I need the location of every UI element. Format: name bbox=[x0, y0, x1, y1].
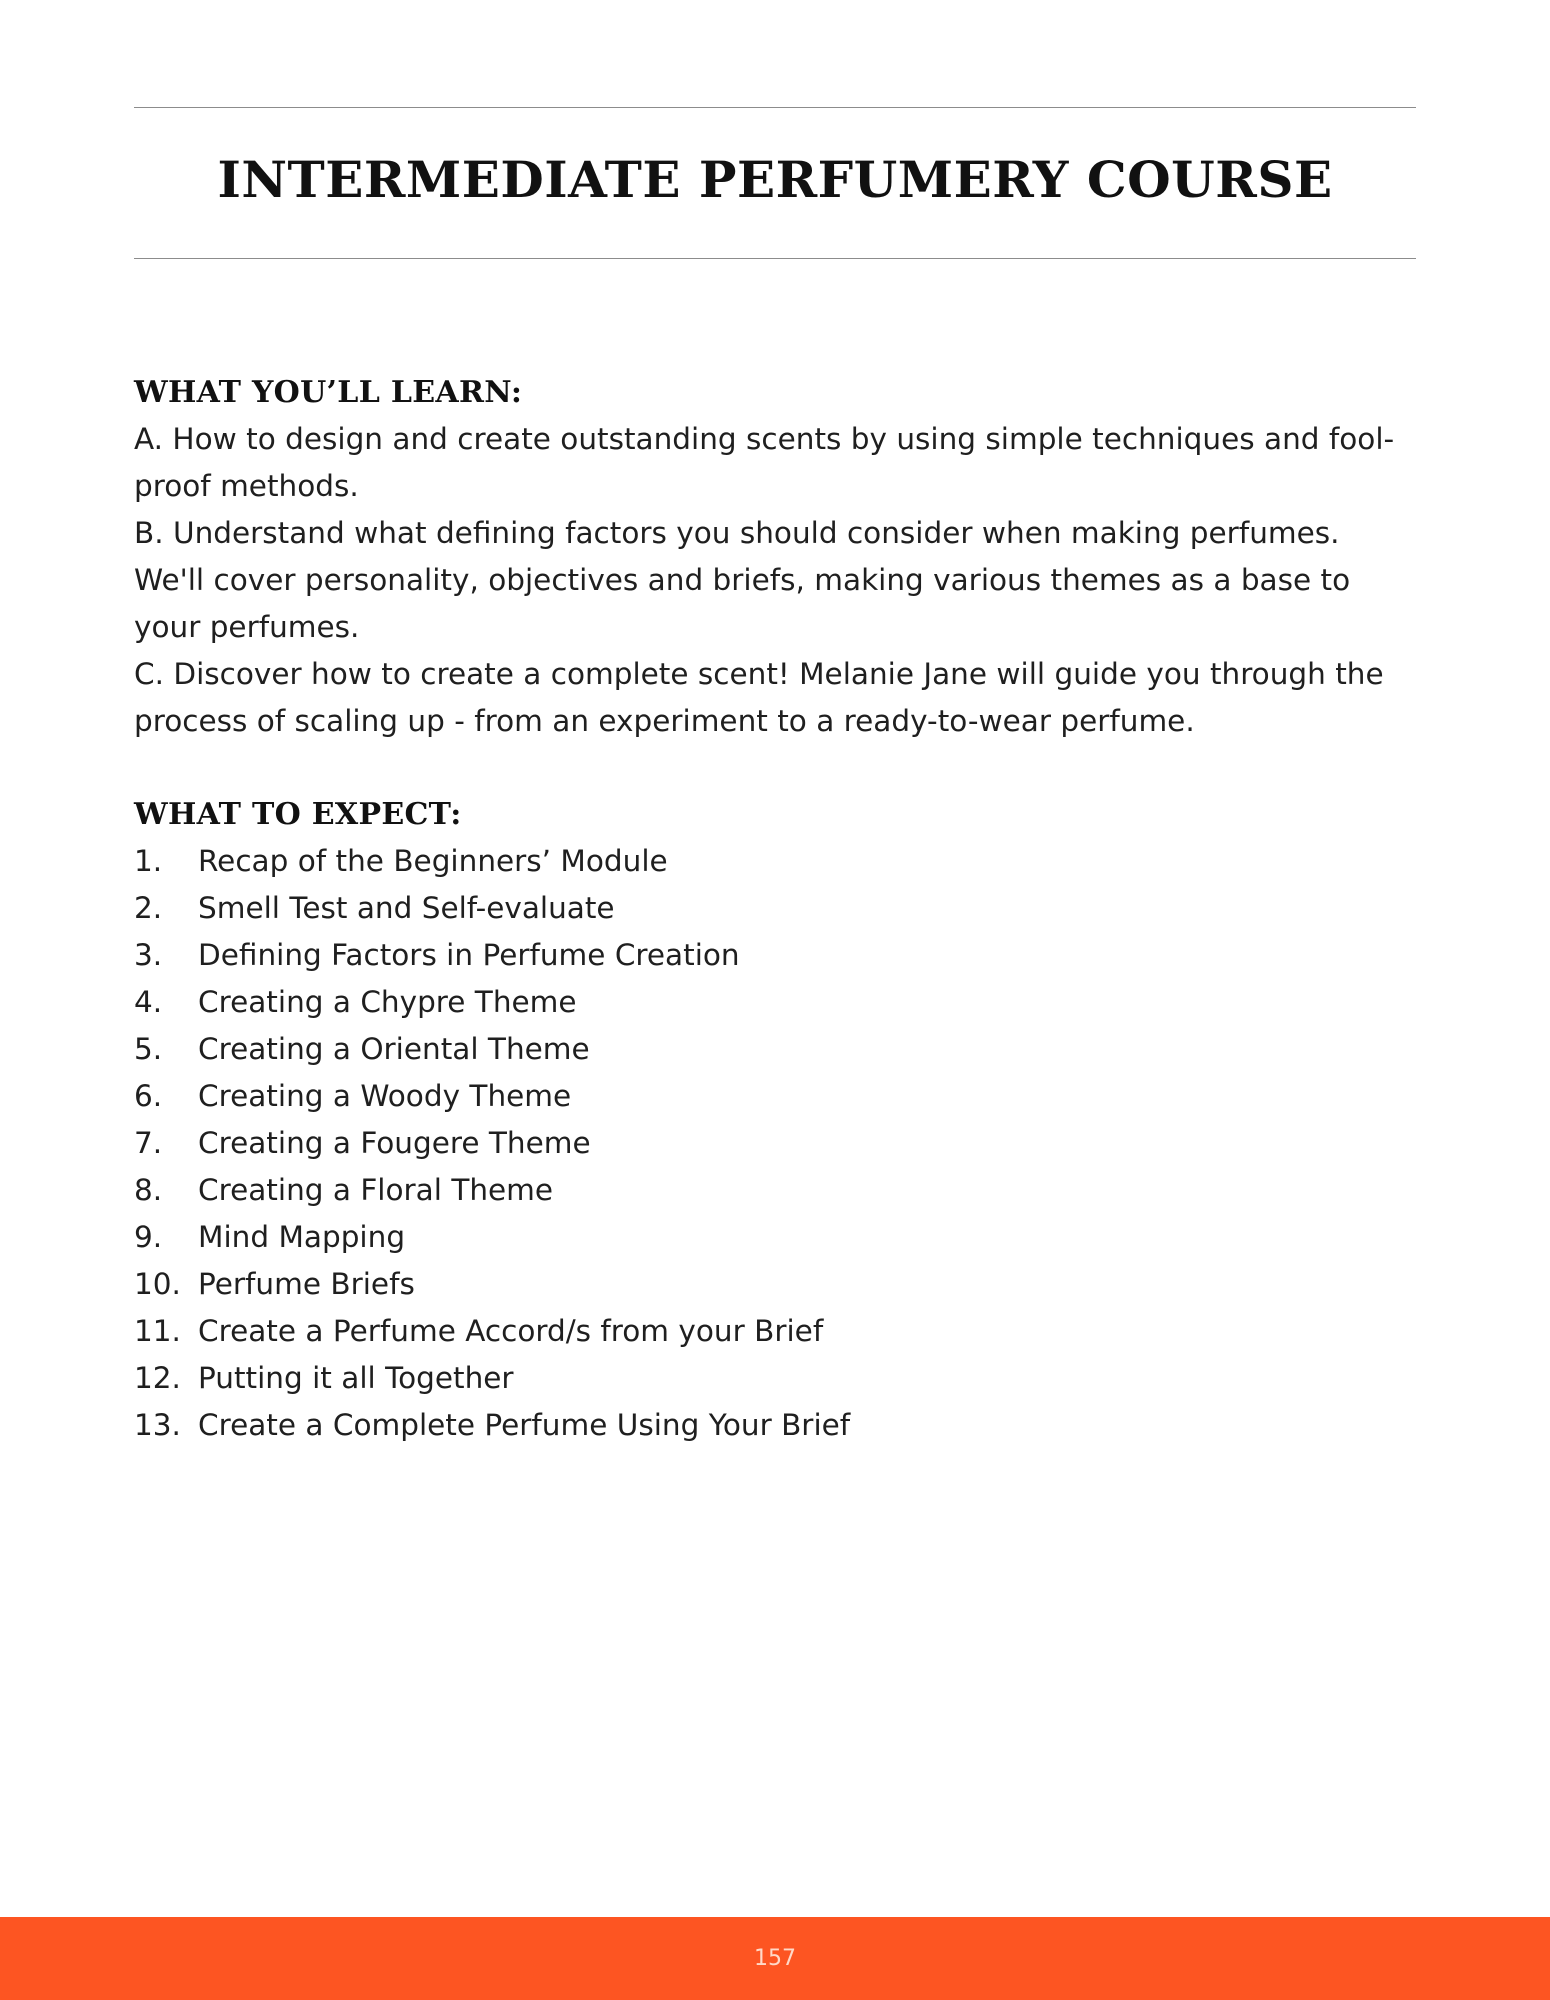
list-item-text: Create a Perfume Accord/s from your Brief bbox=[198, 1314, 824, 1348]
list-item-number: 5. bbox=[134, 1032, 163, 1066]
list-item-number: 7. bbox=[134, 1126, 163, 1160]
page-number: 157 bbox=[754, 1946, 796, 1971]
list-item bbox=[134, 1214, 1416, 1261]
list-item bbox=[134, 838, 1416, 885]
list-item-number: 1. bbox=[134, 844, 163, 878]
list-item-number: 13. bbox=[134, 1408, 181, 1442]
list-item-text: Recap of the Beginners’ Module bbox=[198, 844, 668, 878]
list-item bbox=[134, 979, 1416, 1026]
footer-bar bbox=[0, 1917, 1550, 2000]
list-item-number: 12. bbox=[134, 1361, 181, 1395]
list-item bbox=[134, 932, 1416, 979]
title-divider bbox=[134, 258, 1416, 259]
list-item-text: Putting it all Together bbox=[198, 1361, 514, 1395]
list-item bbox=[134, 1308, 1416, 1355]
list-item-text: Smell Test and Self-evaluate bbox=[198, 891, 615, 925]
list-item bbox=[134, 1355, 1416, 1402]
list-item-text: Creating a Fougere Theme bbox=[198, 1126, 591, 1160]
learn-paragraph: C. Discover how to create a complete scent! Melanie Jane will guide you through the process of scaling up - from an experiment to a ready-to-wear perfume. bbox=[134, 657, 1384, 738]
learn-section bbox=[134, 370, 1416, 745]
list-item-number: 6. bbox=[134, 1079, 163, 1113]
list-item bbox=[134, 1026, 1416, 1073]
expect-list bbox=[134, 838, 1416, 1449]
list-item-number: 3. bbox=[134, 938, 163, 972]
list-item bbox=[134, 885, 1416, 932]
list-item-text: Perfume Briefs bbox=[198, 1267, 415, 1301]
list-item-text: Create a Complete Perfume Using Your Brief bbox=[198, 1408, 851, 1442]
list-item-text: Creating a Oriental Theme bbox=[198, 1032, 590, 1066]
list-item-text: Mind Mapping bbox=[198, 1220, 406, 1254]
top-divider bbox=[134, 107, 1416, 108]
learn-paragraph: A. How to design and create outstanding scents by using simple techniques and fool-proof methods. bbox=[134, 422, 1395, 503]
list-item-text: Creating a Floral Theme bbox=[198, 1173, 554, 1207]
page-title: INTERMEDIATE PERFUMERY COURSE bbox=[217, 150, 1333, 209]
learn-paragraph: B. Understand what defining factors you should consider when making perfumes. We'll cover personality, objectives and briefs, making various themes as a base to your perfumes. bbox=[134, 516, 1351, 644]
list-item-number: 2. bbox=[134, 891, 163, 925]
learn-heading: WHAT YOU’LL LEARN: bbox=[134, 375, 523, 410]
list-item bbox=[134, 1402, 1416, 1449]
list-item-text: Creating a Chypre Theme bbox=[198, 985, 577, 1019]
list-item-number: 9. bbox=[134, 1220, 163, 1254]
list-item-text: Defining Factors in Perfume Creation bbox=[198, 938, 740, 972]
list-item-text: Creating a Woody Theme bbox=[198, 1079, 572, 1113]
expect-section bbox=[134, 792, 1416, 1449]
list-item-number: 10. bbox=[134, 1267, 181, 1301]
list-item bbox=[134, 1167, 1416, 1214]
list-item-number: 4. bbox=[134, 985, 163, 1019]
expect-heading: WHAT TO EXPECT: bbox=[134, 797, 462, 832]
list-item bbox=[134, 1120, 1416, 1167]
list-item-number: 11. bbox=[134, 1314, 181, 1348]
list-item bbox=[134, 1261, 1416, 1308]
list-item-number: 8. bbox=[134, 1173, 163, 1207]
list-item bbox=[134, 1073, 1416, 1120]
